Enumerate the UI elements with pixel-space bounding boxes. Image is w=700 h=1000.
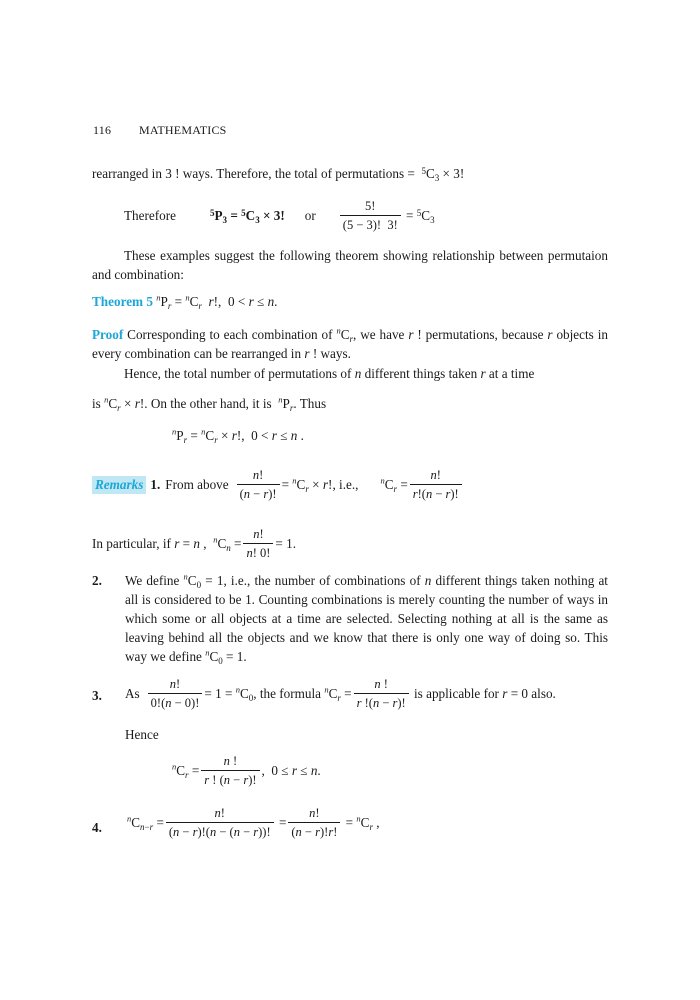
remark-4-line: $^nC_{n-r}$ = $\frac{n!}{(n - r)!(n - (n - r))!}$ = $\frac{n!}{(n - r)!r!}$ = $^nC_r$ , — [127, 806, 380, 839]
remark-3-line: As $\frac{n!}{0!(n - 0)!}$ = $1 = ^nC_0$ , the formula $^nC_r$ = $\frac{n !}{r !(n - r)!}$ is applicable for r = 0 also. — [125, 677, 556, 710]
hence-word: Hence — [125, 727, 159, 742]
remark-1-number: 1. — [150, 477, 161, 492]
is-line: is $^nC_r \times r$!. On the other hand, it is $^nP_r$. Thus — [92, 394, 327, 414]
remarks-label: Remarks — [92, 476, 146, 494]
in-particular-text: In particular, if — [92, 536, 171, 551]
ie-text: , i.e., — [332, 477, 359, 492]
proof-paragraph: Proof Corresponding to each combination of $^nC_r$, we have r ! permutations, because r objects in every combination can be rearranged in r ! ways. — [92, 325, 608, 361]
theorem-label: Theorem 5 — [92, 294, 153, 309]
therefore-equation: Therefore $^5P_3 = ^5C_3 \times 3$! or $\frac{5!}{(5 - 3)! 3!}$ = $^5C_3$ — [124, 199, 435, 232]
remark-1: Remarks 1. From above $\frac{n!}{(n - r)!}$ = $^nC_r \times r$! , i.e., $^nC_r$ = $\frac{n!}{r!(n - r)!}$ — [92, 468, 464, 502]
hence-paragraph: Hence, the total number of permutations of n different things taken r at a time — [124, 366, 535, 381]
line-rearranged: rearranged in 3 ! ways. Therefore, the total of permutations = $^5C_3 \times 3$! — [92, 165, 465, 184]
permutation-identity: $^nP_r = ^nC_r \times r$!, 0 < r ≤ n . — [172, 426, 304, 446]
running-title: MATHEMATICS — [139, 123, 227, 137]
or-word: or — [304, 208, 316, 223]
remark-3-number: 3. — [92, 688, 102, 703]
remark-4-number: 4. — [92, 820, 102, 835]
page-number: 116 — [93, 123, 112, 137]
remark-2-paragraph: We define $^nC_0 = 1$, i.e., the number of combinations of n different things taken nothing at all is considered to be 1. Counting combinations is merely counting the number of ways in which some or all objects at a time are selected. Selecting nothing at all is the same as leaving behind all the objects and we know that there is only one way of doing so. This way we define $^nC_0 = 1$. — [125, 571, 608, 667]
fraction-5-factorial: $\frac{5!}{(5 - 3)! 3!}$ — [340, 199, 401, 233]
therefore-word: Therefore — [124, 208, 176, 223]
proof-label: Proof — [92, 327, 124, 342]
combination-formula: $^nC_r$ = $\frac{n !}{r ! (n - r)!}$ , 0 ≤ r ≤ n. — [172, 754, 321, 787]
line-rearranged-text: rearranged in 3 ! ways. Therefore, the total of permutations = — [92, 166, 415, 181]
remark-3-formula-text: , the formula — [253, 686, 322, 701]
remark-3-tail: is applicable for r = 0 also. — [410, 686, 556, 701]
theorem-5: Theorem 5 $^nP_r = ^nC_r$ r!, 0 < r ≤ n. — [92, 292, 278, 312]
in-particular-line: In particular, if r = n , $^nC_n$ = $\frac{n!}{n! 0!}$ = 1. — [92, 527, 297, 560]
suggest-paragraph: These examples suggest the following theorem showing relationship between permutaion and combination: — [92, 248, 608, 282]
remark-3-as: As — [125, 686, 140, 701]
remark-1-text: From above — [165, 477, 229, 492]
remark-2-number: 2. — [92, 573, 102, 588]
